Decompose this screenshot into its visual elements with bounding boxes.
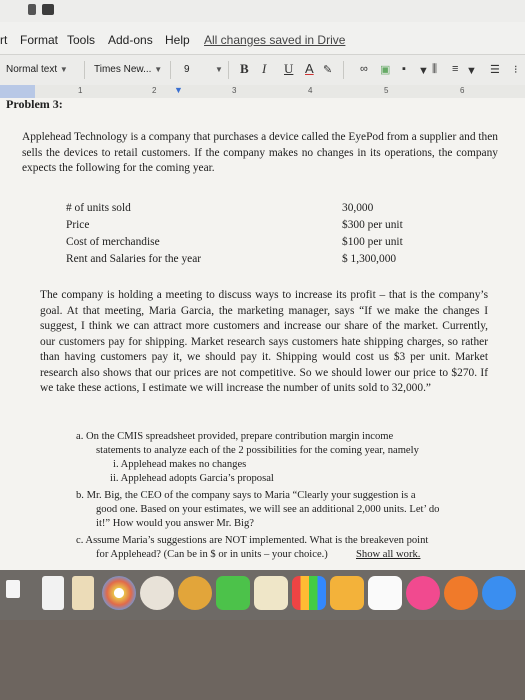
chevron-down-icon[interactable]: ▼ <box>466 65 477 77</box>
menu-help[interactable]: Help <box>165 33 190 47</box>
messages-icon[interactable] <box>140 576 174 610</box>
toolbar-divider <box>170 61 171 79</box>
table-label: Price <box>66 219 90 231</box>
table-label: # of units sold <box>66 202 131 214</box>
table-value: $300 per unit <box>342 219 403 231</box>
paragraph-style-select[interactable] <box>6 64 68 75</box>
table-value: 30,000 <box>342 202 374 214</box>
document-page[interactable] <box>0 98 525 570</box>
calendar-icon[interactable] <box>6 580 20 598</box>
ruler-number: 3 <box>232 86 237 95</box>
font-size-select[interactable]: 9 <box>184 64 190 75</box>
underline-button[interactable]: U <box>284 61 294 76</box>
question-a-line: a. On the CMIS spreadsheet provided, prepare contribution margin income <box>76 431 394 442</box>
ruler-number: 6 <box>460 86 465 95</box>
maps-icon[interactable] <box>178 576 212 610</box>
ruler-number: 5 <box>384 86 389 95</box>
photos-icon[interactable] <box>102 576 136 610</box>
table-value: $100 per unit <box>342 236 403 248</box>
formatting-toolbar <box>0 54 525 86</box>
toolbar-divider <box>228 61 229 79</box>
window-top-strip <box>0 0 525 22</box>
text-color-button[interactable]: A <box>305 61 314 76</box>
music-icon[interactable] <box>406 576 440 610</box>
facetime-icon[interactable] <box>216 576 250 610</box>
preview-icon[interactable] <box>254 576 288 610</box>
intro-paragraph: Applehead Technology is a company that purchases a device called the EyePod from a supplier and then sells the devices to retail customers. If the company makes no changes in its operations, the company expects the following for the coming year. <box>22 131 498 174</box>
comment-icon[interactable]: ▣ <box>380 64 391 76</box>
chevron-down-icon: ▼ <box>59 65 68 74</box>
question-c-line: for Applehead? (Can be in $ or in units – your choice.) <box>96 549 328 560</box>
keynote-icon[interactable] <box>330 576 364 610</box>
save-status-link[interactable]: All changes saved in Drive <box>204 33 346 47</box>
books-icon[interactable] <box>444 576 478 610</box>
question-c-line: c. Assume Maria’s suggestions are NOT implemented. What is the breakeven point <box>76 535 429 546</box>
show-work-note: Show all work. <box>356 549 421 560</box>
problem-heading: Problem 3: <box>6 97 63 111</box>
indent-marker-icon[interactable]: ▼ <box>174 85 183 95</box>
question-b-line: good one. Based on your estimates, we will see an additional 2,000 units. Let’ do <box>96 504 440 515</box>
toolbar-divider <box>84 61 85 79</box>
table-label: Cost of merchandise <box>66 236 160 248</box>
line-spacing-icon[interactable]: ⫼ <box>432 63 438 75</box>
chevron-down-icon: ▼ <box>154 65 163 74</box>
menu-tools[interactable]: Tools <box>67 33 96 47</box>
paragraph-style-label: Normal text <box>6 64 58 75</box>
notes-icon[interactable] <box>42 576 64 610</box>
bold-button[interactable]: B <box>240 61 249 76</box>
font-family-label: Times New... <box>94 64 152 75</box>
toolbar-divider <box>343 61 344 79</box>
dock <box>0 570 525 620</box>
pages-icon[interactable] <box>368 576 402 610</box>
folder-icon[interactable] <box>42 4 54 15</box>
question-a-subitem: i. Applehead makes no changes <box>113 459 247 470</box>
ruler-number: 1 <box>78 86 83 95</box>
app-store-icon[interactable] <box>482 576 516 610</box>
font-family-select[interactable] <box>94 64 162 75</box>
ruler-number: 2 <box>152 86 157 95</box>
menu-format[interactable]: Format <box>20 33 59 47</box>
table-value: $ 1,300,000 <box>342 253 397 265</box>
ruler[interactable] <box>0 85 525 98</box>
bulleted-list-icon[interactable]: ⁝ <box>514 64 518 76</box>
highlight-icon[interactable]: ✎ <box>323 64 333 76</box>
image-icon[interactable]: ▪ <box>402 63 406 75</box>
numbered-list-icon[interactable]: ☰ <box>490 64 500 76</box>
question-a-subitem: ii. Applehead adopts Garcia’s proposal <box>110 473 274 484</box>
numbers-icon[interactable] <box>292 576 326 610</box>
chevron-down-icon[interactable]: ▼ <box>215 65 223 74</box>
body-paragraph: The company is holding a meeting to discuss ways to increase its profit – that is the company’s goal. At that meeting, Maria Garcia, the marketing manager, says “If we make the changes I suggest, I think we can attract more customers and increase our share of the market. Currently, our customers pay for shipping. Market research says customers hate shipping charges, so rather than having customers pay it, we should pay it. Shipping would cost us $3 per unit. Market research also shows that our prices are not competitive. So we should lower our price to $270. If we take these actions, I estimate we will increase the number of units sold to 32,000.” <box>40 289 488 394</box>
question-a-line: statements to analyze each of the 2 possibilities for the coming year, namely <box>96 445 419 456</box>
link-icon[interactable]: ∞ <box>360 63 368 75</box>
desk-surface <box>0 620 525 700</box>
table-label: Rent and Salaries for the year <box>66 253 202 265</box>
align-icon[interactable]: ≡ <box>452 63 459 75</box>
menu-addons[interactable]: Add-ons <box>108 33 153 47</box>
back-icon[interactable] <box>28 4 36 15</box>
question-b-line: it!” How would you answer Mr. Big? <box>96 518 255 529</box>
menu-insert[interactable]: rt <box>0 33 8 47</box>
ruler-number: 4 <box>308 86 313 95</box>
question-b-line: b. Mr. Big, the CEO of the company says to Maria “Clearly your suggestion is a <box>76 490 416 501</box>
stickies-icon[interactable] <box>72 576 94 610</box>
menu-bar <box>0 22 525 54</box>
italic-button[interactable]: I <box>262 61 267 76</box>
chevron-down-icon[interactable]: ▼ <box>418 65 429 77</box>
